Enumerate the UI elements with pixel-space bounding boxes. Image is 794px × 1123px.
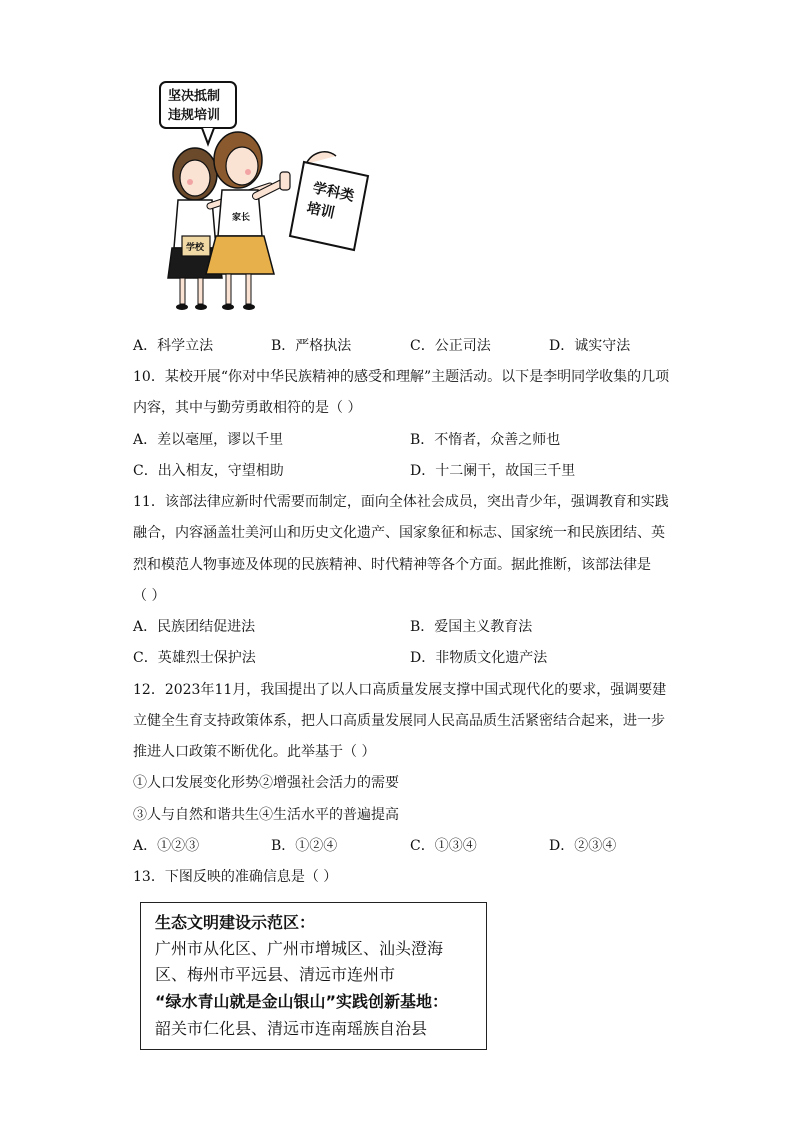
q10-option-c: C．出入相友，守望相助 xyxy=(133,463,284,479)
q10-option-a: A．差以毫厘，谬以千里 xyxy=(133,432,284,448)
q12-item-line1: ①人口发展变化形势②增强社会活力的需要 xyxy=(133,775,399,791)
q11-option-b: B．爱国主义教育法 xyxy=(410,619,533,635)
q12-option-b: B．①②④ xyxy=(271,838,338,854)
q10-option-d: D．十二阑干，故国三千里 xyxy=(410,463,576,479)
q11-stem-line3: 烈和模范人物事迹及体现的民族精神、时代精神等各个方面。据此推断，该部法律是 xyxy=(133,557,651,573)
parent-figure xyxy=(206,132,290,310)
q9-option-c: C．公正司法 xyxy=(410,338,491,354)
eco-line5: 韶关市仁化县、清远市连南瑶族自治县 xyxy=(155,1019,428,1038)
q10-stem-line1: 10．某校开展“你对中华民族精神的感受和理解”主题活动。以下是李明同学收集的几项 xyxy=(133,369,670,385)
q11-stem-line4: （ ） xyxy=(133,588,166,604)
q13-stem: 13．下图反映的准确信息是（ ） xyxy=(133,869,338,885)
q12-stem-line2: 立健全生育支持政策体系，把人口高质量发展同人民高品质生活紧密结合起来，进一步 xyxy=(133,713,665,729)
eco-line1: 生态文明建设示范区： xyxy=(155,913,316,932)
school-tag: 学校 xyxy=(186,243,205,253)
q11-stem-line1: 11．该部法律应新时代需要而制定，面向全体社会成员，突出青少年，强调教育和实践 xyxy=(133,494,669,510)
eco-line2: 广州市从化区、广州市增城区、汕头澄海 xyxy=(155,939,444,958)
bubble-line2: 违规培训 xyxy=(168,108,221,123)
cartoon-illustration xyxy=(150,78,380,318)
training-sheet xyxy=(290,152,368,250)
speech-bubble xyxy=(160,82,236,144)
q9-option-b: B．严格执法 xyxy=(271,338,352,354)
q11-option-c: C．英雄烈士保护法 xyxy=(133,650,256,666)
q12-stem-line1: 12．2023年11月，我国提出了以人口高质量发展支撑中国式现代化的要求，强调要建 xyxy=(133,682,667,698)
q9-option-d: D．诚实守法 xyxy=(549,338,631,354)
q12-stem-line3: 推进人口政策不断优化。此举基于（ ） xyxy=(133,744,376,760)
eco-line3: 区、梅州市平远县、清远市连州市 xyxy=(155,965,396,984)
eco-line4: “绿水青山就是金山银山”实践创新基地： xyxy=(155,992,449,1011)
q12-option-d: D．②③④ xyxy=(549,838,617,854)
q12-option-a: A．①②③ xyxy=(133,838,200,854)
q12-item-line2: ③人与自然和谐共生④生活水平的普遍提高 xyxy=(133,807,399,823)
parent-tag: 家长 xyxy=(232,213,251,223)
sheet-line2: 培训 xyxy=(305,200,336,222)
sheet-line1: 学科类 xyxy=(311,180,356,205)
q11-option-d: D．非物质文化遗产法 xyxy=(410,650,548,666)
q11-stem-line2: 融合，内容涵盖壮美河山和历史文化遗产、国家象征和标志、国家统一和民族团结、英 xyxy=(133,525,665,541)
q10-option-b: B．不惰者，众善之师也 xyxy=(410,432,561,448)
q9-option-a: A．科学立法 xyxy=(133,338,214,354)
q12-option-c: C．①③④ xyxy=(410,838,477,854)
eco-info-box xyxy=(140,902,487,1050)
q11-option-a: A．民族团结促进法 xyxy=(133,619,256,635)
bubble-line1: 坚决抵制 xyxy=(168,89,221,104)
q10-stem-line2: 内容，其中与勤劳勇敢相符的是（ ） xyxy=(133,400,362,416)
